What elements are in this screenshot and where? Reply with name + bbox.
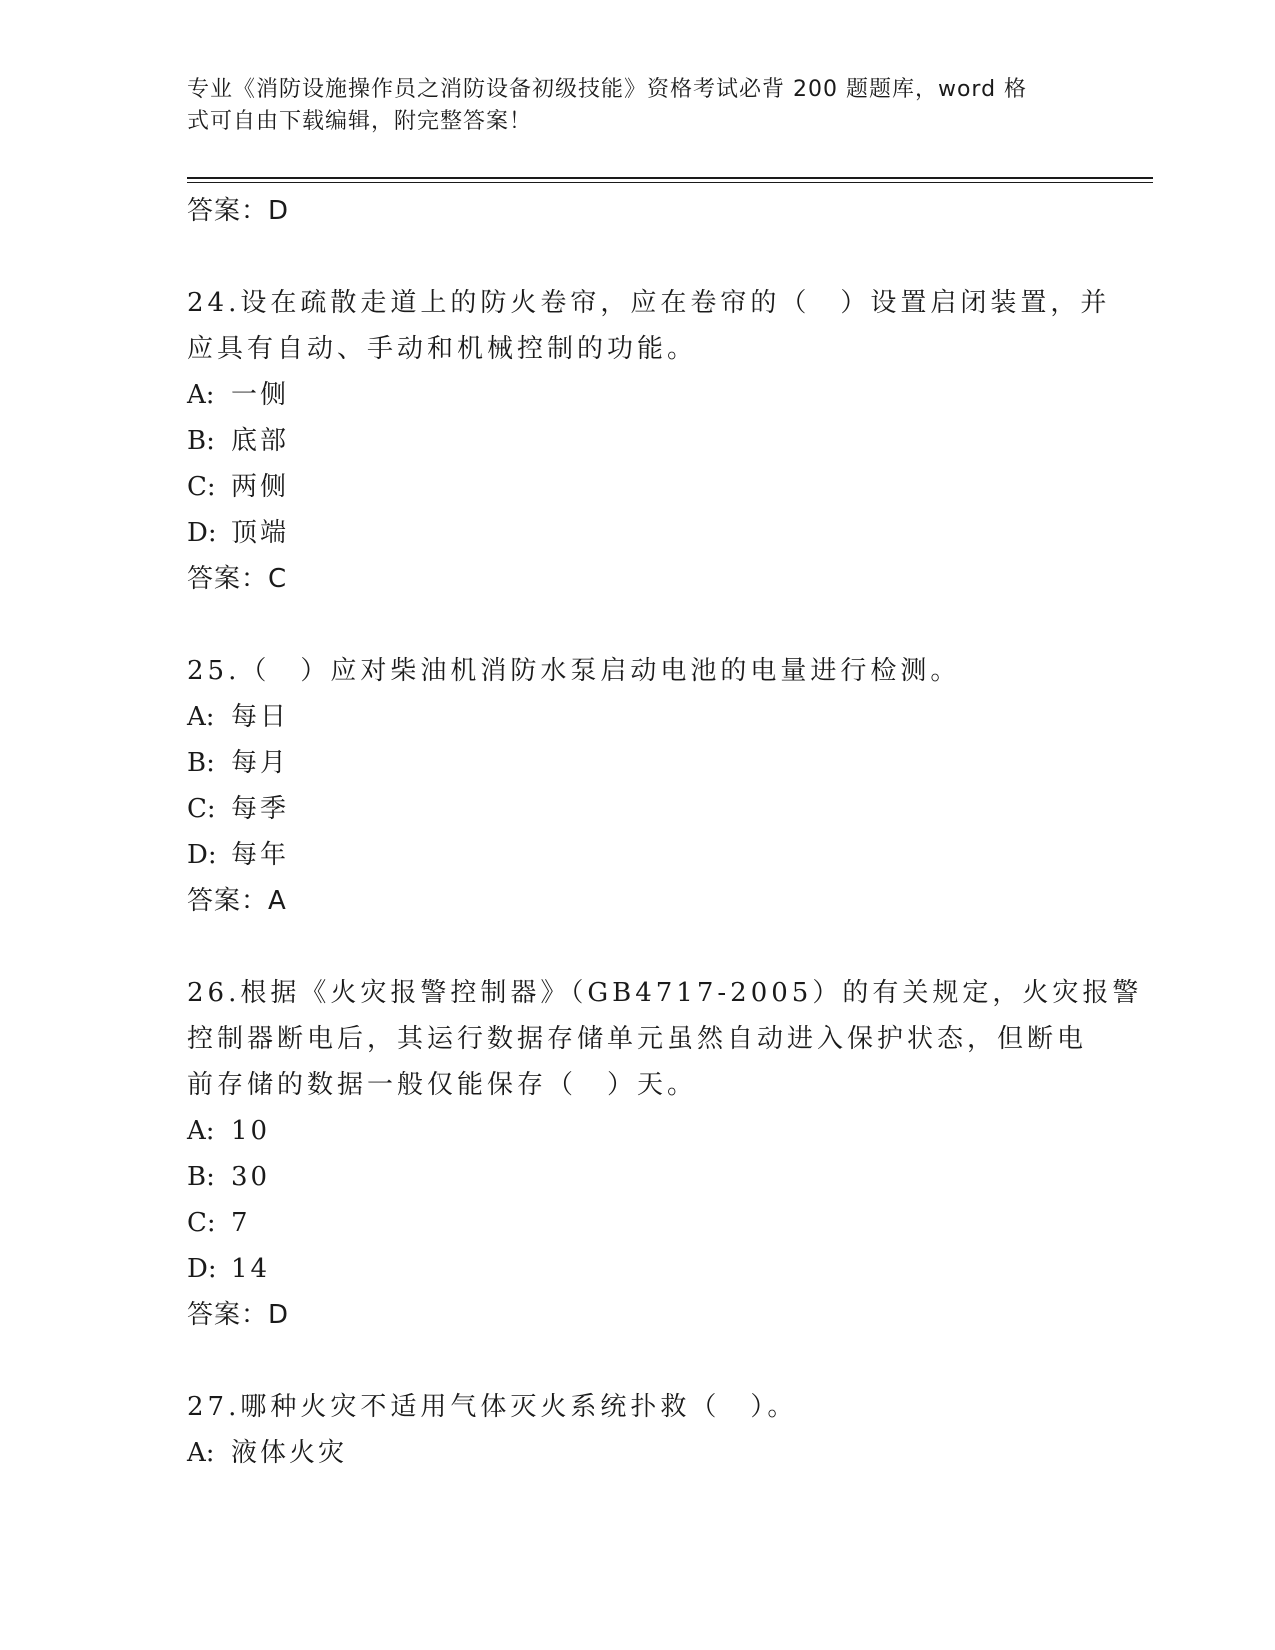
option-b	[187, 418, 1087, 464]
option-text: 液体火灾	[231, 1438, 348, 1468]
option-letter: A:	[187, 1116, 215, 1146]
option-letter: C:	[187, 794, 216, 824]
option-c	[187, 786, 1087, 832]
option-text: 每日	[231, 702, 290, 732]
option-letter: D:	[187, 1254, 217, 1284]
question-text: 应具有自动、手动和机械控制的功能。	[187, 334, 698, 364]
option-b	[187, 740, 1087, 786]
option-letter: D:	[187, 840, 217, 870]
option-c	[187, 1200, 1087, 1246]
spacer	[187, 602, 1087, 648]
option-text: 顶端	[231, 518, 290, 548]
previous-answer: 答案：D	[187, 196, 290, 226]
option-letter: B:	[187, 1162, 215, 1192]
option-letter: C:	[187, 472, 216, 502]
question-text: 27.哪种火灾不适用气体灭火系统扑救（ ）。	[187, 1392, 798, 1422]
page-header	[187, 74, 1067, 138]
option-a	[187, 1108, 1087, 1154]
option-a	[187, 1430, 1087, 1476]
option-a	[187, 372, 1087, 418]
option-text: 30	[231, 1162, 271, 1192]
question-text: 26.根据《火灾报警控制器》（GB4717-2005）的有关规定，火灾报警	[187, 978, 1143, 1008]
question-27	[187, 1384, 1087, 1476]
question-25	[187, 648, 1087, 924]
question-26	[187, 970, 1143, 1338]
option-text: 10	[231, 1116, 271, 1146]
header-title-line-2: 式可自由下载编辑，附完整答案！	[187, 109, 533, 134]
option-d	[187, 510, 1087, 556]
option-text: 每季	[231, 794, 290, 824]
option-d	[187, 832, 1087, 878]
option-text: 每年	[231, 840, 290, 870]
answer-line: 答案：C	[187, 564, 288, 594]
header-title-line-1: 专业《消防设施操作员之消防设备初级技能》资格考试必背 200 题题库，word 格	[187, 77, 1028, 102]
option-text: 底部	[231, 426, 290, 456]
option-a	[187, 694, 1087, 740]
option-letter: D:	[187, 518, 217, 548]
option-letter: A:	[187, 702, 215, 732]
option-text: 7	[231, 1208, 251, 1238]
question-24	[187, 280, 1111, 602]
header-divider-thick	[187, 177, 1153, 179]
option-text: 每月	[231, 748, 290, 778]
option-d	[187, 1246, 1087, 1292]
option-letter: A:	[187, 1438, 215, 1468]
option-text: 一侧	[231, 380, 290, 410]
question-text: 前存储的数据一般仅能保存（ ）天。	[187, 1070, 698, 1100]
question-list	[187, 188, 1143, 1476]
option-letter: B:	[187, 748, 215, 778]
option-letter: C:	[187, 1208, 216, 1238]
question-text: 24.设在疏散走道上的防火卷帘，应在卷帘的（ ）设置启闭装置，并	[187, 288, 1111, 318]
spacer	[187, 234, 1087, 280]
option-letter: B:	[187, 426, 215, 456]
option-text: 两侧	[231, 472, 290, 502]
option-b	[187, 1154, 1087, 1200]
question-text: 控制器断电后，其运行数据存储单元虽然自动进入保护状态，但断电	[187, 1024, 1088, 1054]
question-text: 25.（ ）应对柴油机消防水泵启动电池的电量进行检测。	[187, 656, 961, 686]
answer-line: 答案：A	[187, 886, 287, 916]
answer-line: 答案：D	[187, 1300, 290, 1330]
spacer	[187, 924, 1087, 970]
option-c	[187, 464, 1087, 510]
option-letter: A:	[187, 380, 215, 410]
spacer	[187, 1338, 1087, 1384]
option-text: 14	[231, 1254, 271, 1284]
header-divider-thin	[187, 182, 1153, 183]
